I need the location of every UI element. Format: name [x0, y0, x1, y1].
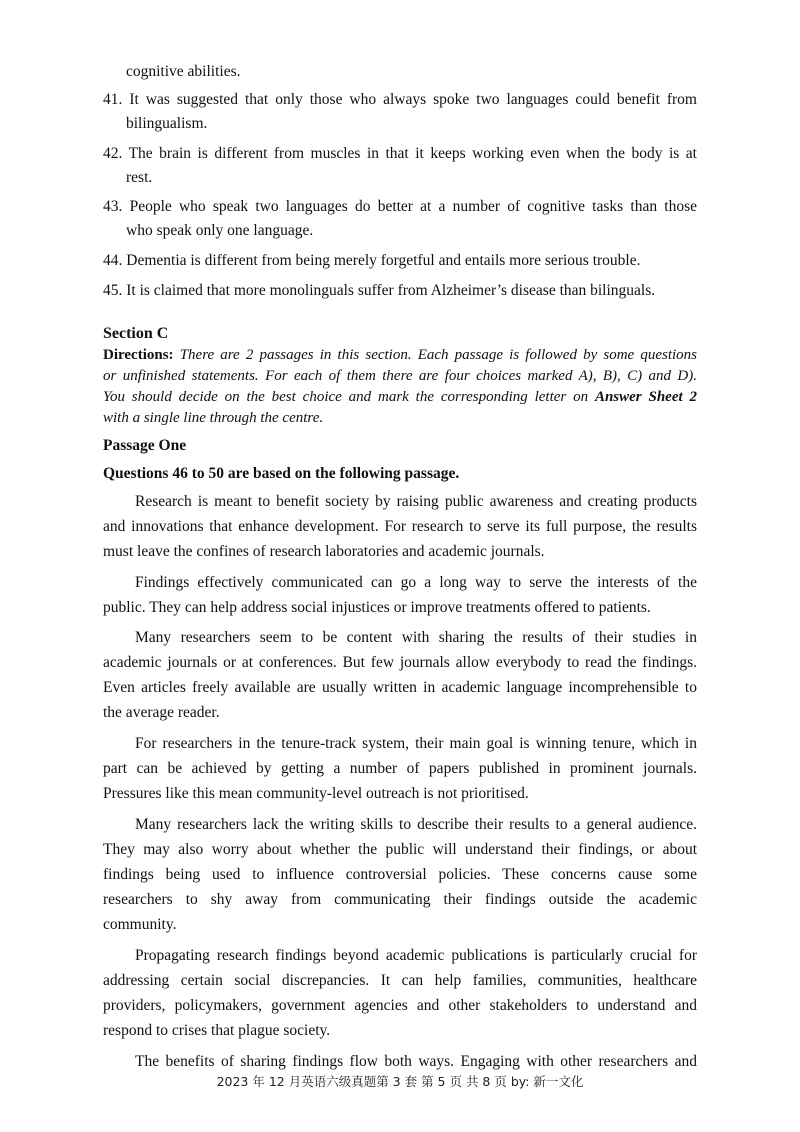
- question-42-line-2: rest.: [126, 169, 153, 186]
- question-45: 45. It is claimed that more monolinguals suffer from Alzheimer’s disease than bilinguals.: [103, 282, 656, 299]
- question-41-line-1: 41. It was suggested that only those who always spoke two languages could benefit from: [103, 91, 697, 108]
- paragraph-6-line-1: Propagating research findings beyond academic publications is particularly crucial for: [135, 947, 697, 964]
- question-44: 44. Dementia is different from being merely forgetful and entails more serious trouble.: [103, 252, 641, 269]
- paragraph-2-line-2: public. They can help address social injustices or improve treatments offered to patients.: [103, 599, 651, 616]
- paragraph-1-line-1: Research is meant to benefit society by raising public awareness and creating products: [135, 493, 697, 510]
- paragraph-4-line-1: For researchers in the tenure-track system, their main goal is winning tenure, which in: [135, 735, 697, 752]
- paragraph-1-line-3: must leave the confines of research laboratories and academic journals.: [103, 543, 545, 560]
- paragraph-3-line-3: Even articles freely available are usually written in academic language incomprehensible to: [103, 679, 697, 696]
- question-43-line-1: 43. People who speak two languages do better at a number of cognitive tasks than those: [103, 198, 697, 215]
- paragraph-4-line-2: part can be achieved by getting a number of papers published in prominent journals.: [103, 760, 697, 777]
- question-42-line-1: 42. The brain is different from muscles in that it keeps working even when the body is at: [103, 145, 697, 162]
- directions-line-1: [103, 345, 697, 366]
- directions-line-4: with a single line through the centre.: [103, 410, 324, 426]
- paragraph-6-line-2: addressing certain social discrepancies. It can help families, communities, healthcare: [103, 972, 697, 989]
- directions-text-3: You should decide on the best choice and mark the corresponding letter on: [103, 389, 589, 405]
- paragraph-1-line-2: and innovations that enhance development. For research to serve its full purpose, the results: [103, 518, 697, 535]
- paragraph-2-line-1: Findings effectively communicated can go a long way to serve the interests of the: [135, 574, 697, 591]
- paragraph-3-line-4: the average reader.: [103, 704, 220, 721]
- paragraph-3-line-1: Many researchers seem to be content with sharing the results of their studies in: [135, 629, 697, 646]
- paragraph-5-line-2: They may also worry about whether the public will understand their findings, or about: [103, 841, 697, 858]
- paragraph-5-line-5: community.: [103, 916, 177, 933]
- passage-intro: Questions 46 to 50 are based on the following passage.: [103, 465, 460, 482]
- paragraph-6-line-4: respond to crises that plague society.: [103, 1022, 331, 1039]
- question-43-line-2: who speak only one language.: [126, 222, 314, 239]
- paragraph-5-line-1: Many researchers lack the writing skills to describe their results to a general audience.: [135, 816, 697, 833]
- section-directions: [103, 345, 697, 429]
- question-41-line-2: bilingualism.: [126, 115, 208, 132]
- passage-title: Passage One: [103, 437, 187, 454]
- paragraph-4-line-3: Pressures like this mean community-level outreach is not prioritised.: [103, 785, 529, 802]
- paragraph-5-line-4: researchers to shy away from communicating their findings outside the academic: [103, 891, 697, 908]
- paragraph-5-line-3: findings being used to influence controversial policies. These concerns cause some: [103, 866, 697, 883]
- directions-line-3: [103, 387, 697, 408]
- directions-text-1: There are 2 passages in this section. Each passage is followed by some questions: [179, 347, 697, 363]
- answer-sheet-ref: Answer Sheet 2: [594, 389, 697, 405]
- directions-label: Directions:: [103, 347, 174, 363]
- paragraph-3-line-2: academic journals or at conferences. But few journals allow everybody to read the findings.: [103, 654, 697, 671]
- question-40-tail: cognitive abilities.: [126, 63, 241, 80]
- page-footer: 2023 年 12 月英语六级真题第 3 套 第 5 页 共 8 页 by: 新一文化: [216, 1074, 584, 1089]
- paragraph-7-line-1: The benefits of sharing findings flow both ways. Engaging with other researchers and: [135, 1053, 697, 1070]
- directions-line-2: or unfinished statements. For each of them there are four choices marked A), B), C) and D).: [103, 368, 697, 384]
- paragraph-6-line-3: providers, policymakers, government agencies and other stakeholders to understand and: [103, 997, 697, 1014]
- section-title: Section C: [103, 325, 169, 342]
